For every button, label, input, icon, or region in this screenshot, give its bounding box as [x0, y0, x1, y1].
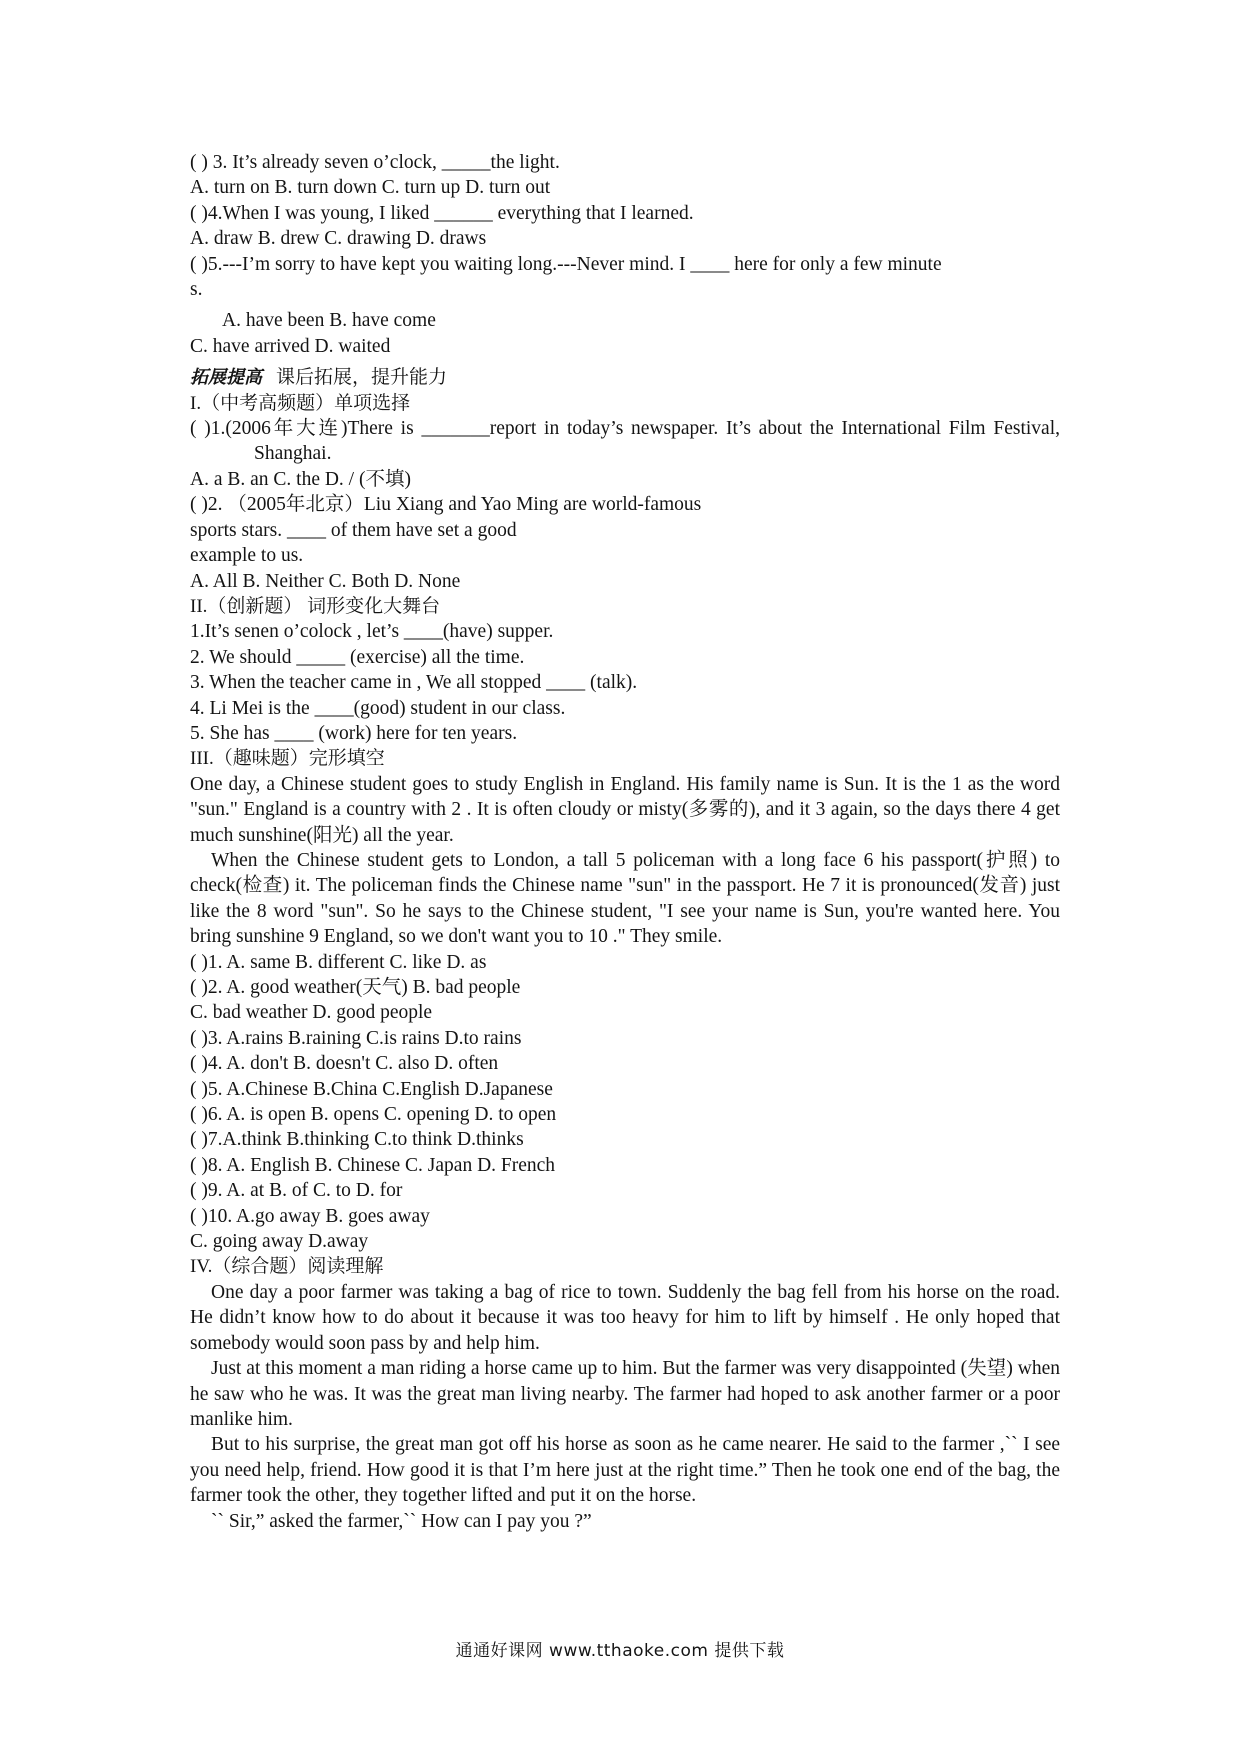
- question-4-options: A. draw B. drew C. drawing D. draws: [190, 228, 487, 250]
- section-1-q2-options: A. All B. Neither C. Both D. None: [190, 570, 461, 592]
- section-4-title: IV.（综合题）阅读理解: [190, 1256, 384, 1278]
- section-3-option: C. going away D.away: [190, 1231, 369, 1253]
- question-3-options: A. turn on B. turn down C. turn up D. turn out: [190, 177, 551, 199]
- section-3-passage-2: When the Chinese student gets to London, a tall 5 policeman with a long face 6 his passport(护照) to check(检查) it. The policeman finds the Chinese name "sun" in the passport. He 7 it is pronounced(发音) just like the 8 word "sun". So he says to the Chinese student, "I see your name is Sun, you're wanted here. You bring sunshine 9 England, so we don't want you to 10 ." They smile.: [190, 849, 1060, 948]
- question-5-wrap: s.: [190, 279, 203, 301]
- section-2-item: 2. We should _____ (exercise) all the time.: [190, 646, 525, 668]
- section-2-item: 3. When the teacher came in , We all stopped ____ (talk).: [190, 672, 638, 694]
- section-2-item: 1.It’s senen o’colock , let’s ____(have) supper.: [190, 621, 554, 643]
- section-3-option: ( )6. A. is open B. opens C. opening D. to open: [190, 1104, 557, 1126]
- section-3-option: ( )3. A.rains B.raining C.is rains D.to rains: [190, 1027, 522, 1049]
- section-1-q2-line: example to us.: [190, 545, 304, 567]
- section-3-option: ( )4. A. don't B. doesn't C. also D. often: [190, 1053, 499, 1075]
- document-body: [190, 150, 1060, 1534]
- section-1-q2-line: ( )2. （2005年北京）Liu Xiang and Yao Ming are world-famous: [190, 494, 702, 516]
- question-5: ( )5.---I’m sorry to have kept you waiting long.---Never mind. I ____ here for only a few minute: [190, 253, 942, 275]
- section-3-option: ( )9. A. at B. of C. to D. for: [190, 1180, 403, 1202]
- question-5-options-a: A. have been B. have come: [222, 310, 436, 332]
- section-1-q2-line: sports stars. ____ of them have set a good: [190, 519, 517, 541]
- section-3-option: ( )8. A. English B. Chinese C. Japan D. French: [190, 1154, 556, 1176]
- section-3-option: ( )7.A.think B.thinking C.to think D.thinks: [190, 1129, 524, 1151]
- section-3-option: ( )2. A. good weather(天气) B. bad people: [190, 977, 521, 998]
- section-3-option: ( )5. A.Chinese B.China C.English D.Japanese: [190, 1078, 553, 1100]
- extension-label: 拓展提高: [190, 367, 262, 389]
- section-3-title: III.（趣味题）完形填空: [190, 748, 385, 770]
- section-4-paragraph: Just at this moment a man riding a horse came up to him. But the farmer was very disappointed (失望) when he saw who he was. It was the great man living nearby. The farmer had hoped to ask another farmer or a poor manlike him.: [190, 1358, 1060, 1430]
- section-3-passage-1: One day, a Chinese student goes to study English in England. His family name is Sun. It is the 1 as the word "sun." England is a country with 2 . It is often cloudy or misty(多雾的), and it 3 again, so the days there 4 get much sunshine(阳光) all the year.: [190, 773, 1060, 846]
- question-5-options-b: C. have arrived D. waited: [190, 335, 391, 357]
- section-2-item: 4. Li Mei is the ____(good) student in our class.: [190, 697, 566, 719]
- section-2-item: 5. She has ____ (work) here for ten years.: [190, 722, 518, 744]
- section-1-q1: ( )1.(2006年大连)There is _______report in today’s newspaper. It’s about the International Film Festival, Shanghai.: [190, 418, 1060, 465]
- section-3-option: C. bad weather D. good people: [190, 1002, 433, 1024]
- extension-heading: [190, 365, 1060, 390]
- question-3: ( ) 3. It’s already seven o’clock, _____the light.: [190, 152, 560, 173]
- section-1-q1-options: A. a B. an C. the D. / (不填): [190, 468, 411, 490]
- section-3-option: ( )10. A.go away B. goes away: [190, 1205, 430, 1227]
- extension-text: 课后拓展，提升能力: [276, 366, 448, 389]
- question-4: ( )4.When I was young, I liked ______ everything that I learned.: [190, 202, 694, 224]
- section-4-paragraph: `` Sir,” asked the farmer,`` How can I pay you ?”: [211, 1510, 592, 1532]
- section-4-paragraph: But to his surprise, the great man got off his horse as soon as he came nearer. He said to the farmer ,`` I see you need help, friend. How good it is that I’m here just at the right time.” Then he took one end of the bag, the farmer took the other, they together lifted and put it on the horse.: [190, 1434, 1060, 1507]
- section-4-paragraph: One day a poor farmer was taking a bag of rice to town. Suddenly the bag fell from his horse on the road. He didn’t know how to do about it because it was too heavy for him to lift by himself . He only hoped that somebody would soon pass by and help him.: [190, 1281, 1060, 1354]
- section-3-option: ( )1. A. same B. different C. like D. as: [190, 951, 487, 973]
- section-1-title: I.（中考高频题）单项选择: [190, 392, 411, 414]
- section-2-title: II.（创新题） 词形变化大舞台: [190, 595, 441, 617]
- page-footer: 通通好课网 www.tthaoke.com 提供下载: [455, 1641, 785, 1661]
